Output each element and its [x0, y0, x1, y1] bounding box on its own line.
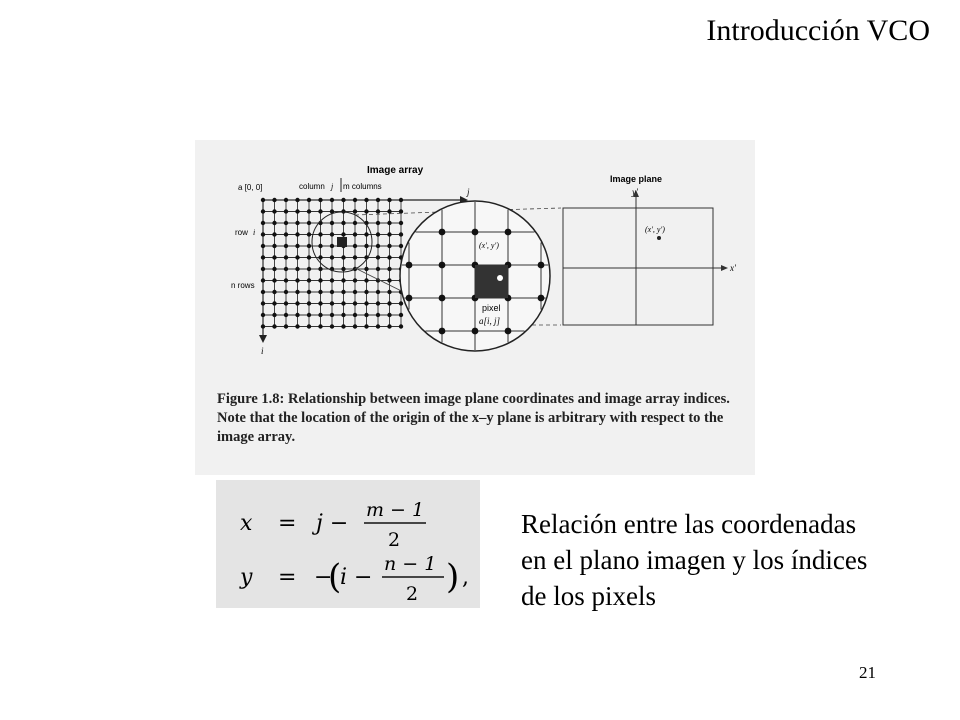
grid-dot: [318, 301, 322, 305]
grid-dot: [307, 255, 311, 259]
plane-y-axis-label: y': [632, 187, 638, 197]
grid-dot: [341, 301, 345, 305]
grid-dot: [376, 290, 380, 294]
relation-line-3: de los pixels: [521, 581, 656, 611]
relation-text: [521, 506, 867, 614]
grid-dot: [353, 198, 357, 202]
grid-dot: [307, 301, 311, 305]
grid-dot: [399, 232, 403, 236]
selected-pixel-large: [475, 265, 508, 298]
grid-dot: [387, 301, 391, 305]
grid-dot: [353, 255, 357, 259]
grid-dot: [272, 244, 276, 248]
grid-dot: [387, 324, 391, 328]
grid-dot: [272, 221, 276, 225]
magnified-grid-dot: [439, 262, 446, 269]
grid-dot: [364, 244, 368, 248]
grid-dot: [295, 313, 299, 317]
grid-dot: [364, 267, 368, 271]
grid-dot: [318, 232, 322, 236]
grid-dot: [399, 221, 403, 225]
grid-dot: [284, 244, 288, 248]
grid-dot: [307, 313, 311, 317]
grid-dot: [295, 301, 299, 305]
grid-dot: [318, 290, 322, 294]
grid-dot: [307, 232, 311, 236]
grid-dot: [272, 313, 276, 317]
grid-dot: [261, 278, 265, 282]
grid-dot: [330, 198, 334, 202]
grid-dot: [387, 232, 391, 236]
grid-dot: [261, 244, 265, 248]
grid-dot: [376, 232, 380, 236]
grid-dot: [330, 301, 334, 305]
grid-dot: [318, 313, 322, 317]
column-label: column: [299, 182, 325, 191]
row-index: i: [253, 228, 256, 237]
grid-dot: [376, 255, 380, 259]
grid-dot: [295, 244, 299, 248]
magnified-grid-dot: [406, 262, 413, 269]
grid-dot: [295, 255, 299, 259]
m-columns-label: m columns: [343, 182, 382, 191]
grid-dot: [364, 198, 368, 202]
plane-x-axis-label: x': [730, 263, 736, 273]
plane-point-label: (x', y'): [645, 225, 665, 234]
grid-dot: [284, 313, 288, 317]
grid-dot: [387, 198, 391, 202]
grid-dot: [261, 232, 265, 236]
grid-dot: [387, 209, 391, 213]
grid-dot: [376, 313, 380, 317]
eq2-paren-open: (: [328, 557, 342, 597]
eq2-equals: =: [278, 565, 297, 590]
grid-dot: [330, 313, 334, 317]
grid-dot: [272, 324, 276, 328]
grid-dot: [376, 221, 380, 225]
pixel-grid: [261, 198, 403, 329]
grid-dot: [353, 221, 357, 225]
grid-dot: [330, 278, 334, 282]
grid-dot: [272, 209, 276, 213]
relation-line-2: en el plano imagen y los índices: [521, 545, 868, 575]
eq1-lhs: x: [240, 511, 253, 536]
eq2-lhs: y: [240, 565, 253, 590]
grid-dot: [272, 267, 276, 271]
grid-dot: [387, 221, 391, 225]
eq2-denominator: 2: [406, 583, 419, 605]
grid-dot: [295, 290, 299, 294]
grid-dot: [261, 301, 265, 305]
grid-dot: [261, 198, 265, 202]
i-axis-arrowhead: [259, 335, 267, 343]
magnified-grid-dot: [505, 328, 512, 335]
grid-dot: [272, 290, 276, 294]
grid-dot: [307, 221, 311, 225]
grid-dot: [341, 313, 345, 317]
grid-dot: [295, 267, 299, 271]
grid-dot: [341, 278, 345, 282]
grid-dot: [272, 255, 276, 259]
magnified-grid-dot: [406, 295, 413, 302]
grid-dot: [353, 209, 357, 213]
grid-dot: [295, 209, 299, 213]
grid-dot: [295, 198, 299, 202]
grid-dot: [272, 232, 276, 236]
grid-dot: [261, 209, 265, 213]
grid-dot: [330, 232, 334, 236]
grid-dot: [364, 290, 368, 294]
magnified-grid-dot: [538, 262, 545, 269]
grid-dot: [272, 198, 276, 202]
image-plane-frame: [563, 208, 713, 325]
grid-dot: [318, 244, 322, 248]
grid-dot: [318, 278, 322, 282]
grid-dot: [284, 324, 288, 328]
grid-dot: [307, 244, 311, 248]
grid-dot: [330, 324, 334, 328]
grid-dot: [353, 301, 357, 305]
grid-dot: [353, 232, 357, 236]
i-axis-label: i: [261, 346, 264, 356]
figure-image: [195, 140, 755, 475]
image-plane-title: Image plane: [610, 174, 663, 184]
grid-dot: [307, 278, 311, 282]
grid-dot: [387, 244, 391, 248]
grid-dot: [376, 198, 380, 202]
grid-dot: [353, 278, 357, 282]
figure-caption: Figure 1.8: Relationship between image plane coordinates and image array indices. Note that the location of the origin of the x–y plane is arbitrary with respect to the image array.: [217, 391, 730, 445]
equation-image: [216, 480, 480, 608]
grid-dot: [284, 267, 288, 271]
image-array-title: Image array: [367, 165, 424, 176]
grid-dot: [307, 198, 311, 202]
grid-dot: [341, 232, 345, 236]
magnified-grid-dot: [439, 295, 446, 302]
grid-dot: [364, 313, 368, 317]
grid-dot: [353, 290, 357, 294]
eq2-numerator: n − 1: [384, 553, 437, 575]
equation-svg: [216, 480, 480, 608]
grid-dot: [330, 290, 334, 294]
eq2-minus: −: [314, 565, 333, 590]
grid-dot: [364, 209, 368, 213]
grid-dot: [364, 278, 368, 282]
eq2-paren-close: ): [446, 557, 460, 597]
grid-dot: [376, 301, 380, 305]
grid-dot: [261, 290, 265, 294]
grid-dot: [330, 255, 334, 259]
grid-dot: [387, 267, 391, 271]
grid-dot: [330, 221, 334, 225]
magnified-grid-dot: [538, 295, 545, 302]
grid-dot: [353, 313, 357, 317]
grid-dot: [399, 244, 403, 248]
grid-dot: [307, 324, 311, 328]
magnified-grid-dot: [439, 328, 446, 335]
grid-dot: [364, 324, 368, 328]
grid-dot: [307, 209, 311, 213]
magnified-point-label: (x', y'): [479, 241, 499, 250]
plane-x-arrowhead: [721, 265, 728, 271]
pixel-label: pixel: [482, 303, 501, 313]
grid-dot: [261, 255, 265, 259]
magnified-grid-dot: [472, 229, 479, 236]
origin-label: a [0, 0]: [238, 183, 263, 192]
grid-dot: [284, 278, 288, 282]
grid-dot: [284, 301, 288, 305]
grid-dot: [399, 301, 403, 305]
relation-line-1: Relación entre las coordenadas: [521, 509, 857, 539]
eq2-comma: ,: [462, 565, 469, 590]
grid-dot: [318, 324, 322, 328]
selected-pixel-small: [337, 237, 347, 247]
grid-dot: [399, 313, 403, 317]
grid-dot: [341, 198, 345, 202]
grid-dot: [341, 267, 345, 271]
grid-dot: [341, 209, 345, 213]
grid-dot: [284, 221, 288, 225]
grid-dot: [261, 221, 265, 225]
pixel-index-label: a[i, j]: [479, 316, 501, 326]
grid-dot: [295, 221, 299, 225]
grid-dot: [295, 232, 299, 236]
magnified-grid-dot: [439, 229, 446, 236]
grid-dot: [387, 255, 391, 259]
eq1-numerator: m − 1: [366, 499, 425, 521]
grid-dot: [376, 324, 380, 328]
slide-title: Introducción VCO: [706, 14, 930, 47]
eq1-rhs: j −: [316, 511, 349, 536]
grid-dot: [284, 290, 288, 294]
plane-point: [657, 236, 661, 240]
grid-dot: [307, 267, 311, 271]
column-index: j: [331, 182, 334, 191]
grid-dot: [364, 301, 368, 305]
pixel-center-point: [497, 275, 503, 281]
grid-dot: [261, 313, 265, 317]
grid-dot: [284, 232, 288, 236]
grid-dot: [272, 301, 276, 305]
grid-dot: [364, 232, 368, 236]
grid-dot: [284, 198, 288, 202]
magnified-grid-dot: [505, 229, 512, 236]
magnified-grid-dot: [472, 328, 479, 335]
grid-dot: [376, 267, 380, 271]
grid-dot: [272, 278, 276, 282]
grid-dot: [376, 244, 380, 248]
grid-dot: [341, 290, 345, 294]
grid-dot: [318, 209, 322, 213]
grid-dot: [330, 244, 334, 248]
grid-dot: [295, 278, 299, 282]
grid-dot: [341, 255, 345, 259]
grid-dot: [399, 198, 403, 202]
grid-dot: [399, 324, 403, 328]
grid-dot: [284, 209, 288, 213]
grid-dot: [353, 244, 357, 248]
n-rows-label: n rows: [231, 281, 255, 290]
grid-dot: [387, 290, 391, 294]
page-number: 21: [859, 663, 876, 682]
eq1-equals: =: [278, 511, 297, 536]
grid-dot: [353, 324, 357, 328]
grid-dot: [318, 198, 322, 202]
grid-dot: [387, 278, 391, 282]
j-axis-label: j: [467, 187, 470, 197]
grid-dot: [341, 324, 345, 328]
grid-dot: [307, 290, 311, 294]
eq2-i: i −: [340, 565, 373, 590]
grid-dot: [376, 209, 380, 213]
grid-dot: [318, 255, 322, 259]
grid-dot: [295, 324, 299, 328]
row-label: row: [235, 228, 248, 237]
grid-dot: [341, 221, 345, 225]
grid-dot: [261, 324, 265, 328]
grid-dot: [387, 313, 391, 317]
grid-dot: [318, 267, 322, 271]
grid-dot: [284, 255, 288, 259]
grid-dot: [261, 267, 265, 271]
eq1-denominator: 2: [388, 529, 401, 551]
